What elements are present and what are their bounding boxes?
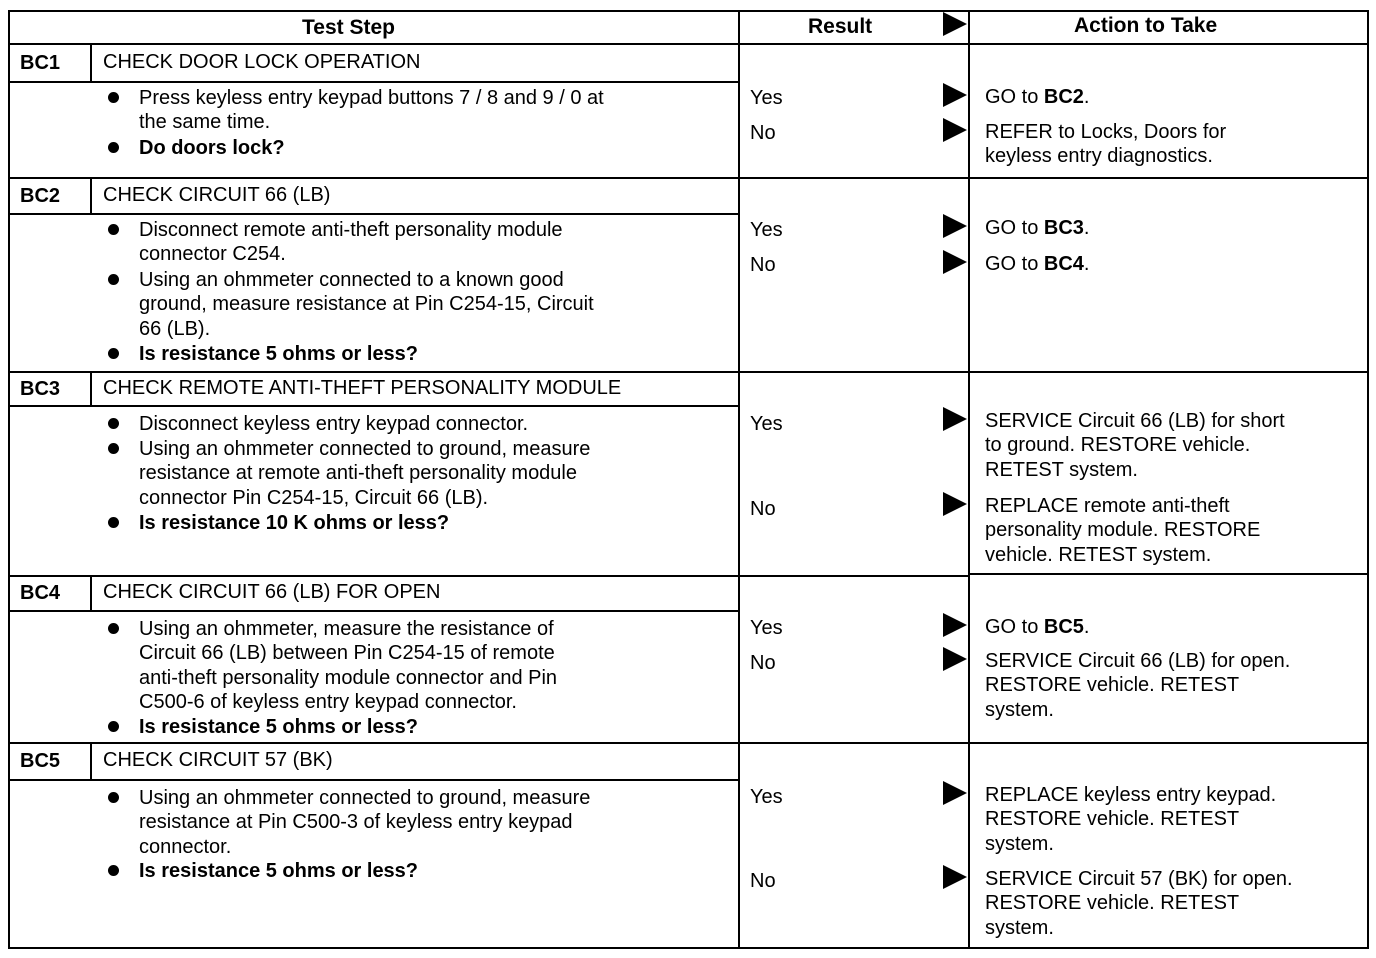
action-text bbox=[985, 216, 1089, 241]
bullet-icon bbox=[108, 224, 119, 235]
action-suffix: . bbox=[1083, 85, 1090, 108]
result-arrow-icon bbox=[942, 116, 968, 144]
action-text: REFER to Locks, Doors for bbox=[985, 120, 1227, 143]
row-divider-bc2 bbox=[8, 177, 968, 179]
action-step-code: BC2 bbox=[1043, 85, 1084, 108]
result-label: No bbox=[750, 253, 776, 276]
result-arrow-icon-shape bbox=[943, 492, 967, 516]
action-suffix: . bbox=[1083, 252, 1090, 275]
result-label: No bbox=[750, 651, 776, 674]
result-arrow-icon-shape bbox=[943, 781, 967, 805]
result-arrow-icon-shape bbox=[943, 83, 967, 107]
result-arrow-icon bbox=[942, 863, 968, 891]
step-instruction: anti-theft personality module connector and Pin bbox=[139, 666, 558, 689]
step-instruction: connector. bbox=[139, 835, 232, 858]
step-title: CHECK CIRCUIT 66 (LB) bbox=[103, 183, 331, 206]
step-instruction: connector Pin C254-15, Circuit 66 (LB). bbox=[139, 486, 489, 509]
step-instruction: ground, measure resistance at Pin C254-15, Circuit bbox=[139, 293, 594, 316]
step-instruction: Disconnect remote anti-theft personality module bbox=[139, 218, 563, 241]
header-result: Result bbox=[808, 14, 873, 38]
action-step-code: BC4 bbox=[1043, 252, 1084, 275]
result-label: No bbox=[750, 497, 776, 520]
action-text: RESTORE vehicle. RETEST bbox=[985, 808, 1240, 831]
action-text: to ground. RESTORE vehicle. bbox=[985, 434, 1251, 457]
action-text: system. bbox=[985, 698, 1054, 721]
code-cell-divider-bc1 bbox=[90, 44, 92, 82]
table-top-border bbox=[8, 10, 1369, 12]
step-question: Do doors lock? bbox=[139, 136, 285, 159]
header-action: Action to Take bbox=[1074, 13, 1218, 37]
result-label: Yes bbox=[750, 218, 783, 241]
result-arrow-icon-shape bbox=[943, 407, 967, 431]
title-divider-bc3 bbox=[8, 405, 738, 407]
code-cell-divider-bc4 bbox=[90, 576, 92, 611]
action-step-code: BC3 bbox=[1043, 216, 1084, 239]
result-arrow-icon bbox=[942, 645, 968, 673]
action-text: REPLACE remote anti-theft bbox=[985, 494, 1230, 517]
action-divider-bc4 bbox=[968, 573, 1367, 575]
step-column-divider bbox=[738, 10, 740, 948]
step-instruction: resistance at remote anti-theft personality module bbox=[139, 462, 577, 485]
step-title: CHECK CIRCUIT 57 (BK) bbox=[103, 749, 333, 772]
step-title: CHECK REMOTE ANTI-THEFT PERSONALITY MODULE bbox=[103, 376, 622, 399]
result-label: Yes bbox=[750, 86, 783, 109]
action-prefix: GO to bbox=[985, 615, 1044, 638]
action-prefix: GO to bbox=[985, 85, 1044, 108]
action-text: SERVICE Circuit 66 (LB) for open. bbox=[985, 649, 1291, 672]
step-title: CHECK DOOR LOCK OPERATION bbox=[103, 50, 421, 73]
step-instruction: C500-6 of keyless entry keypad connector. bbox=[139, 691, 517, 714]
action-text: RESTORE vehicle. RETEST bbox=[985, 892, 1240, 915]
title-divider-bc5 bbox=[8, 779, 738, 781]
result-arrow-icon bbox=[942, 611, 968, 639]
action-text: system. bbox=[985, 832, 1054, 855]
result-arrow-icon bbox=[942, 405, 968, 433]
step-question: Is resistance 5 ohms or less? bbox=[139, 342, 419, 365]
header-result-arrow-icon-shape bbox=[943, 12, 967, 36]
action-text bbox=[985, 85, 1089, 110]
header-bottom-border bbox=[8, 43, 1369, 45]
result-arrow-icon-shape bbox=[943, 865, 967, 889]
action-suffix: . bbox=[1083, 216, 1090, 239]
title-divider-bc4 bbox=[8, 610, 738, 612]
action-text: RETEST system. bbox=[985, 458, 1138, 481]
bullet-icon bbox=[108, 142, 119, 153]
step-question: Is resistance 5 ohms or less? bbox=[139, 715, 419, 738]
step-instruction: Press keyless entry keypad buttons 7 / 8 and 9 / 0 at bbox=[139, 86, 604, 109]
step-instruction: connector C254. bbox=[139, 243, 286, 266]
table-bottom-border bbox=[8, 947, 1369, 949]
action-text: REPLACE keyless entry keypad. bbox=[985, 783, 1277, 806]
result-arrow-icon bbox=[942, 490, 968, 518]
bullet-icon bbox=[108, 623, 119, 634]
step-question: Is resistance 10 K ohms or less? bbox=[139, 511, 450, 534]
step-instruction: Disconnect keyless entry keypad connector. bbox=[139, 412, 529, 435]
code-cell-divider-bc3 bbox=[90, 372, 92, 406]
header-test-step: Test Step bbox=[302, 15, 395, 39]
bullet-icon bbox=[108, 721, 119, 732]
bullet-icon bbox=[108, 865, 119, 876]
action-text bbox=[985, 252, 1089, 277]
step-code: BC2 bbox=[20, 184, 61, 207]
action-prefix: GO to bbox=[985, 216, 1044, 239]
step-code: BC5 bbox=[20, 750, 61, 773]
result-label: Yes bbox=[750, 616, 783, 639]
bullet-icon bbox=[108, 274, 119, 285]
result-arrow-icon bbox=[942, 248, 968, 276]
step-title: CHECK CIRCUIT 66 (LB) FOR OPEN bbox=[103, 581, 441, 604]
step-code: BC4 bbox=[20, 582, 61, 605]
result-arrow-icon-shape bbox=[943, 613, 967, 637]
bullet-icon bbox=[108, 443, 119, 454]
step-instruction: Using an ohmmeter, measure the resistance of bbox=[139, 617, 554, 640]
step-instruction: the same time. bbox=[139, 111, 271, 134]
result-arrow-icon bbox=[942, 81, 968, 109]
result-label: No bbox=[750, 121, 776, 144]
row-divider-bc3 bbox=[8, 371, 968, 373]
bullet-icon bbox=[108, 418, 119, 429]
result-arrow-icon-shape bbox=[943, 250, 967, 274]
action-text: SERVICE Circuit 66 (LB) for short bbox=[985, 409, 1285, 432]
code-cell-divider-bc2 bbox=[90, 178, 92, 214]
action-suffix: . bbox=[1083, 615, 1090, 638]
code-cell-divider-bc5 bbox=[90, 743, 92, 780]
header-result-arrow-icon bbox=[942, 10, 968, 38]
result-label: Yes bbox=[750, 785, 783, 808]
action-text: SERVICE Circuit 57 (BK) for open. bbox=[985, 867, 1293, 890]
result-arrow-icon-shape bbox=[943, 214, 967, 238]
table-left-border bbox=[8, 10, 10, 948]
bullet-icon bbox=[108, 792, 119, 803]
title-divider-bc2 bbox=[8, 213, 738, 215]
step-instruction: resistance at Pin C500-3 of keyless entry keypad bbox=[139, 811, 573, 834]
bullet-icon bbox=[108, 517, 119, 528]
bullet-icon bbox=[108, 92, 119, 103]
action-prefix: GO to bbox=[985, 252, 1044, 275]
action-text bbox=[985, 615, 1089, 640]
action-text: keyless entry diagnostics. bbox=[985, 145, 1213, 168]
result-column-divider bbox=[968, 10, 970, 948]
row-divider-bc5 bbox=[8, 742, 968, 744]
result-arrow-icon-shape bbox=[943, 647, 967, 671]
step-instruction: Using an ohmmeter connected to ground, measure bbox=[139, 786, 591, 809]
result-label: Yes bbox=[750, 412, 783, 435]
action-text: system. bbox=[985, 916, 1054, 939]
step-code: BC1 bbox=[20, 51, 61, 74]
table-right-border bbox=[1367, 10, 1369, 948]
step-instruction: Using an ohmmeter connected to ground, measure bbox=[139, 437, 591, 460]
step-instruction: Circuit 66 (LB) between Pin C254-15 of remote bbox=[139, 642, 555, 665]
step-instruction: Using an ohmmeter connected to a known good bbox=[139, 268, 564, 291]
action-text: vehicle. RETEST system. bbox=[985, 543, 1212, 566]
result-label: No bbox=[750, 869, 776, 892]
title-divider-bc1 bbox=[8, 81, 738, 83]
step-instruction: 66 (LB). bbox=[139, 317, 211, 340]
result-arrow-icon-shape bbox=[943, 118, 967, 142]
action-step-code: BC5 bbox=[1043, 615, 1084, 638]
step-code: BC3 bbox=[20, 377, 61, 400]
result-arrow-icon bbox=[942, 779, 968, 807]
row-divider-bc4 bbox=[8, 575, 968, 577]
action-text: personality module. RESTORE bbox=[985, 519, 1261, 542]
action-divider-bc5 bbox=[968, 742, 1367, 744]
step-question: Is resistance 5 ohms or less? bbox=[139, 859, 419, 882]
result-arrow-icon bbox=[942, 212, 968, 240]
action-divider-bc2 bbox=[968, 177, 1367, 179]
action-divider-bc3 bbox=[968, 371, 1367, 373]
bullet-icon bbox=[108, 348, 119, 359]
action-text: RESTORE vehicle. RETEST bbox=[985, 674, 1240, 697]
